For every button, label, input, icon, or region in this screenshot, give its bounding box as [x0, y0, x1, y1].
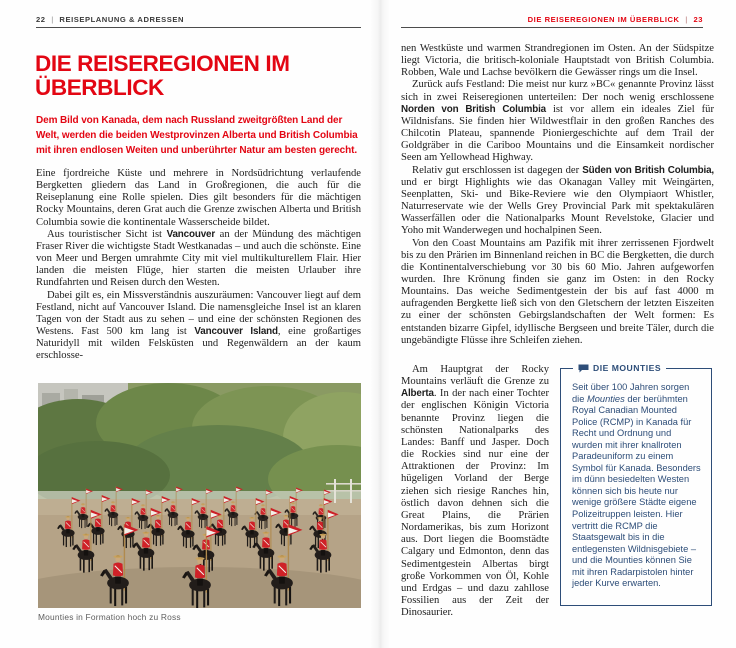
paragraph: Eine fjordreiche Küste und mehrere in Nordsüdrichtung verlaufende Bergketten gliedern das Land in Großregionen, die auch für die Reiseplanung eine Rolle spielen. Dies gilt besonders für die mächtigen Rocky Mountains, deren Grat auch die Grenze zwischen Alberta und British Columbia sowie die kontinentale Wasserscheide bildet. — [36, 168, 361, 228]
running-header-left — [36, 15, 184, 24]
photo-caption: Mounties in Formation hoch zu Ross — [38, 612, 181, 622]
body-text-right-column — [401, 364, 549, 619]
header-separator: | — [685, 15, 688, 24]
body-text-left — [36, 168, 361, 363]
paragraph: Aus touristischer Sicht ist Vancouver an der Mündung des mächtigen Fraser River die wichtigste Stadt Westkanadas – und auch die schönste. Eine von Meer und Bergen umrahmte City mit viel multikulturellem Flair. Hier landen die meisten Flüge, hier starten die meisten Urlauber ihre Rundfahrten und Reisen durch den Westen. — [36, 228, 361, 289]
paragraph: Zurück aufs Festland: Die meist nur kurz »BC« genannte Provinz lässt sich in zwei Reiseregionen unterteilen: Der noch wenig erschlossene Norden von British Columbia ist vor allem ein ideales Ziel für Wildnisfans. Sie finden hier Wildwestflair in den großen Ranches des Chilcotin Plateau, spannende Pioniergeschichte auf dem Trail der Goldgräber in die Cariboo Mountains und die Einsamkeit nordischer Seen am Yellowhead Highway. — [401, 79, 714, 164]
paragraph: Dabei gilt es, ein Missverständnis auszuräumen: Vancouver liegt auf dem Festland, nicht auf Vancouver Island. Die namensgleiche Insel ist an klaren Tagen von der Stadt aus zu sehen – und eine der schönsten Regionen des Westens. Fast 500 km lang ist Vancouver Island, eine großartiges Naturidyll mit wilden Felsküsten und Regenwäldern an der kaum erschlosse- — [36, 289, 362, 362]
running-header-left-label: REISEPLANUNG & ADRESSEN — [59, 15, 185, 24]
page-number-left: 22 — [36, 15, 46, 24]
running-header-right-label: DIE REISEREGIONEN IM ÜBERBLICK — [527, 15, 680, 24]
infobox-text: Seit über 100 Jahren sorgen die Mounties der berühmten Royal Canadian Mounted Police (RCMP) in Kanada für Recht und Ordnung und wurden mit ihrer knallroten Paradeuniform zu einem Symbol für Kanada. Besonders im dünn besiedelten Westen können sich bis heute nur wenige größere Städte eigene Polizeitruppen leisten. Hier vertritt die RCMP die Staatsgewalt bis in die entlegensten Wildnisgebiete – und die Mounties können Sie mit ihren Radarpistolen hinter jeder Kurve erwarten. — [572, 382, 701, 589]
mounties-photo-illustration — [38, 383, 361, 608]
page-title-line-2: ÜBERBLICK — [35, 75, 164, 100]
mounties-photo — [38, 383, 361, 608]
page-number-right: 23 — [693, 15, 703, 24]
running-header-right — [528, 15, 703, 24]
infobox-mounties — [560, 363, 712, 606]
infobox-label — [573, 363, 666, 373]
page-title — [35, 52, 370, 100]
body-text-right — [401, 43, 714, 347]
paragraph: Relativ gut erschlossen ist dagegen der Süden von British Columbia, und er birgt Highlights wie das Okanagan Valley mit Weingärten, Seenplatten, Ski- und Bike-Reviere wie den Olympiaort Whistler, Naturreservate wie der Wells Grey Provincial Park mit spektakulären Wasserfällen oder die Nationalparks Mount Revelstoke, Glacier und Yoho mit Wanderwegen und hochalpinen Seen. — [401, 164, 714, 237]
paragraph: nen Westküste und warmen Strandregionen im Osten. An der Südspitze liegt Victoria, die britisch-koloniale Hauptstadt von British Columbia. Robben, Wale und Lachse bevölkern die Gewässer rings um die Insel. — [401, 43, 714, 79]
paragraph: Von den Coast Mountains am Pazifik mit ihrer zerrissenen Fjordwelt bis zu den Prärien im Binnenland reichen in BC die Bergketten, die durch die Kontinentalverschiebung vor 30 bis 60 Mio. Jahren aufgeworfen wurden. Ihre Krönung finden sie ganz im Osten: in den Rocky Mountains. Das weiche Sedimentgestein der bis auf fast 4000 m aufragenden Bergkette ließ sich von den Gletschern der letzten Eiszeiten zu einer der schönsten Gebirgslandschaften der Welt formen: Es entstanden bizarre Gipfel, idyllische Bergseen und breite Täler, durch die ungebändigte Flüsse ihre Schleifen ziehen. — [401, 237, 714, 346]
intro-paragraph: Dem Bild von Kanada, dem nach Russland zweitgrößten Land der Welt, werden die beiden Westprovinzen Alberta und British Columbia mit ihren endlosen Weiten und unberührter Natur am besten gerecht. — [36, 115, 358, 156]
header-rule-left — [36, 27, 361, 28]
header-rule-right — [401, 27, 703, 28]
header-separator: | — [51, 15, 54, 24]
page-gutter — [370, 0, 390, 648]
speech-bubble-icon — [578, 364, 589, 373]
paragraph: Am Hauptgrat der Rocky Mountains verläuft die Grenze zu Alberta. In der nach einer Tochter der englischen Königin Victoria benannte Provinz liegen die schönsten Nationalparks des Landes: Banff und Jasper. Doch die Rockies sind nur eine der Attraktionen der Provinz: Im hügeligen Vorland der Berge ziehen sich riesige Ranches hin, östlich davon dehnen sich die Great Plains, die Prärien Nordamerikas, bis zum Horizont aus. Dort liegen die Boomstädte Calgary und Edmonton, denn das Sedimentgestein Albertas birgt große Vorkommen von Öl, Kohle und Erdgas – und dazu zahllose Fossilien aus der Zeit der Dinosaurier. — [401, 364, 549, 619]
infobox-title: DIE MOUNTIES — [593, 363, 662, 373]
page-title-line-1: DIE REISEREGIONEN IM — [35, 51, 290, 76]
